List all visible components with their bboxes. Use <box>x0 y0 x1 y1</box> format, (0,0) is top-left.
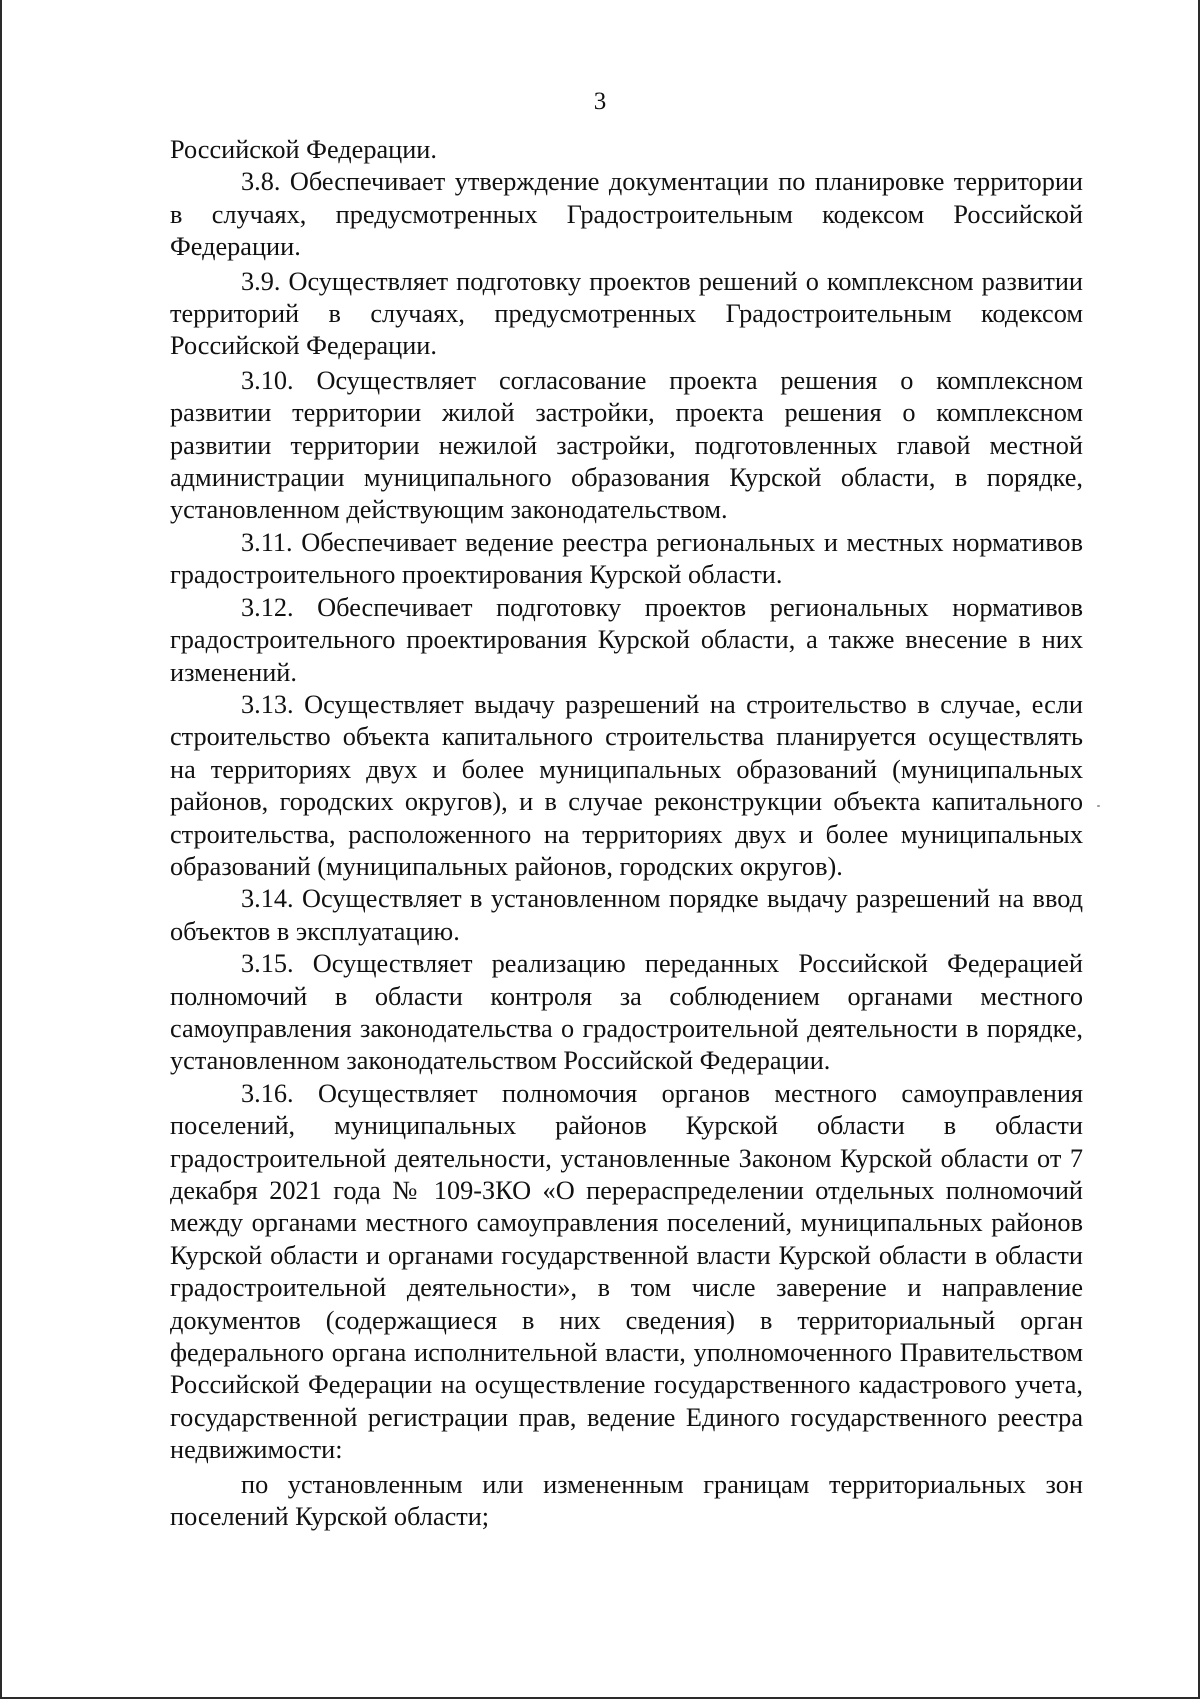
paragraph-3-13: 3.13. Осуществляет выдачу разрешений на строительство в случае, если строительство объекта капитального строительства планируется осуществлять на территориях двух и более муниципальных образований (муниципальных районов, городских округов), и в случае реконструкции объекта капитального строительства, расположенного на территориях двух и более муниципальных образований (муниципальных районов, городских округов). <box>170 689 1083 881</box>
paragraph-3-16: 3.16. Осуществляет полномочия органов местного самоуправления поселений, муниципальных районов Курской области в области градостроительной деятельности, установленные Законом Курской области от 7 декабря 2021 года № 109-ЗКО «О перераспределении отдельных полномочий между органами местного самоуправления поселений, муниципальных районов Курской области и органами государственной власти Курской области в области градостроительной деятельности», в том числе заверение и направление документов (содержащиеся в них сведения) в территориальный орган федерального органа исполнительной власти, уполномоченного Правительством Российской Федерации на осуществление государственного кадастрового учета, государственной регистрации прав, ведение Единого государственного реестра недвижимости: <box>170 1078 1083 1465</box>
paragraph-3-14: 3.14. Осуществляет в установленном порядке выдачу разрешений на ввод объектов в эксплуатацию. <box>170 884 1083 946</box>
paragraph-3-16-item: по установленным или измененным границам территориальных зон поселений Курской области; <box>170 1469 1083 1532</box>
paragraph-continuation: Российской Федерации. <box>170 135 437 164</box>
paragraph-3-15: 3.15. Осуществляет реализацию переданных Российской Федерацией полномочий в области контроля за соблюдением органами местного самоуправления законодательства о градостроительной деятельности в порядке, установленном законодательством Российской Федерации. <box>170 949 1083 1076</box>
paragraph-3-12: 3.12. Обеспечивает подготовку проектов региональных нормативов градостроительного проектирования Курской области, а также внесение в них изменений. <box>170 592 1083 687</box>
paragraph-3-11: 3.11. Обеспечивает ведение реестра региональных и местных нормативов градостроительного проектирования Курской области. <box>170 527 1083 590</box>
paragraph-3-9: 3.9. Осуществляет подготовку проектов решений о комплексном развитии территорий в случаях, предусмотренных Градостроительным кодексом Российской Федерации. <box>170 266 1083 361</box>
page-number: 3 <box>593 88 607 115</box>
paragraph-3-8: 3.8. Обеспечивает утверждение документации по планировке территории в случаях, предусмотренных Градостроительным кодексом Российской Федерации. <box>170 167 1083 262</box>
paragraph-3-10: 3.10. Осуществляет согласование проекта решения о комплексном развитии территории жилой застройки, проекта решения о комплексном развитии территории нежилой застройки, подготовленных главой местной администрации муниципального образования Курской области, в порядке, установленном действующим законодательством. <box>170 365 1083 525</box>
scan-speck <box>1097 805 1100 807</box>
scan-edge-left <box>0 0 2 1699</box>
document-body <box>170 134 1083 1533</box>
